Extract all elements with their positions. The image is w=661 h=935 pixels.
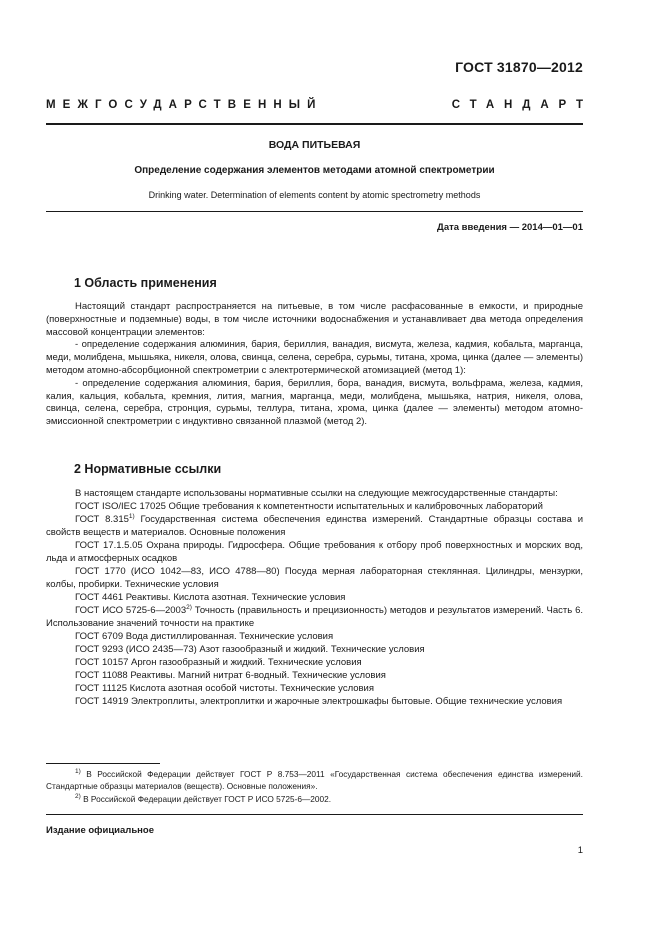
reference-item: ГОСТ 1770 (ИСО 1042—83, ИСО 4788—80) Посуда мерная лабораторная стеклянная. Цилиндры, мензурки, колбы, пробирки. Технические условия: [46, 566, 583, 590]
document-subtitle: Определение содержания элементов методами атомной спектрометрии: [134, 165, 495, 176]
title-rule: [46, 211, 583, 212]
english-title: Drinking water. Determination of elements content by atomic spectrometry methods: [148, 190, 481, 200]
footnote-mark: 1): [128, 513, 135, 520]
footnote-rule: [46, 763, 160, 764]
section-2-intro: В настоящем стандарте использованы нормативные ссылки на следующие межгосударственные стандарты:: [75, 488, 558, 499]
reference-item: ГОСТ ISO/IEC 17025 Общие требования к компетентности испытательных и калибровочных лабораторий: [75, 501, 543, 512]
reference-item: ГОСТ 8.315$^{1)}$ Государственная система обеспечения единства измерений. Стандартные образцы состава и свойств веществ и материалов. Основные положения: [46, 513, 583, 538]
section-1-body: [46, 301, 583, 429]
official-edition-label: Издание официальное: [46, 825, 154, 836]
reference-item: ГОСТ 11125 Кислота азотная особой чистоты. Технические условия: [75, 683, 374, 694]
footnote-mark: 1): [75, 768, 81, 775]
section-1-method-1: - определение содержания алюминия, бария, бериллия, ванадия, висмута, железа, кадмия, кобальта, марганца, меди, молибдена, мышьяка, никеля, олова, свинца, селена, серебра, сурьмы, титана, хрома, цинка (далее — элементы) методом атомно-абсорбционной спектрометрии с электротермической атомизацией (метод 1):: [46, 339, 583, 376]
document-title: ВОДА ПИТЬЕВАЯ: [268, 139, 361, 151]
reference-item: ГОСТ 9293 (ИСО 2435—73) Азот газообразный и жидкий. Технические условия: [75, 644, 425, 655]
footnote-mark: 2): [186, 604, 192, 611]
interstate-standard-banner: [46, 99, 593, 111]
interstate-word: МЕЖГОСУДАРСТВЕННЫЙ: [46, 99, 323, 111]
reference-item: ГОСТ 11088 Реактивы. Магний нитрат 6-водный. Технические условия: [75, 670, 386, 681]
reference-item: ГОСТ ИСО 5725-6—2003$^{2)}$ Точность (правильность и прецизионность) методов и результатов измерений. Часть 6. Использование значений точности на практике: [46, 604, 583, 629]
reference-item: ГОСТ 10157 Аргон газообразный и жидкий. Технические условия: [75, 657, 362, 668]
section-2-body: [46, 487, 583, 708]
footnotes: [46, 768, 583, 806]
reference-item: ГОСТ 17.1.5.05 Охрана природы. Гидросфера. Общие требования к отбору проб поверхностных и морских вод, льда и атмосферных осадков: [46, 540, 583, 564]
footnote-mark: 2): [75, 793, 81, 800]
page-number: 1: [577, 845, 583, 856]
gost-number: ГОСТ 31870—2012: [455, 59, 583, 75]
reference-item: ГОСТ 6709 Вода дистиллированная. Технические условия: [75, 631, 334, 642]
standard-word: СТАНДАРТ: [451, 99, 593, 111]
section-1-heading: 1 Область применения: [74, 276, 217, 290]
reference-item: ГОСТ 4461 Реактивы. Кислота азотная. Технические условия: [75, 592, 346, 603]
section-1-method-2: - определение содержания алюминия, бария, бериллия, бора, ванадия, висмута, вольфрама, железа, кадмия, калия, кальция, кобальта, кремния, лития, магния, марганца, меди, молибдена, мышьяка, натрия, никеля, олова, свинца, селена, серебра, стронция, сурьмы, теллура, титана, хрома, цинка (далее — элементы) методом атомно-эмиссионной спектрометрии с индуктивно связанной плазмой (метод 2).: [46, 377, 583, 428]
footnote-2: $^{2)}$ В Российской Федерации действует ГОСТ Р ИСО 5725-6—2002.: [75, 793, 332, 804]
bottom-rule: [46, 814, 583, 815]
section-2-heading: 2 Нормативные ссылки: [74, 462, 222, 476]
section-1-paragraph: Настоящий стандарт распространяется на питьевые, в том числе расфасованные в емкости, и природные (поверхностные и подземные) воды, в том числе источники водоснабжения и устанавливает два метода определения массовой концентрации элементов:: [46, 301, 583, 338]
reference-item: ГОСТ 14919 Электроплиты, электроплитки и жарочные электрошкафы бытовые. Общие технические условия: [75, 696, 563, 707]
footnote-1: $^{1)}$ В Российской Федерации действует ГОСТ Р 8.753—2011 «Государственная система обеспечения единства измерений. Стандартные образцы материалов (веществ). Основные положения».: [46, 768, 583, 791]
introduction-date: Дата введения — 2014—01—01: [437, 222, 583, 233]
top-rule: [46, 123, 583, 125]
